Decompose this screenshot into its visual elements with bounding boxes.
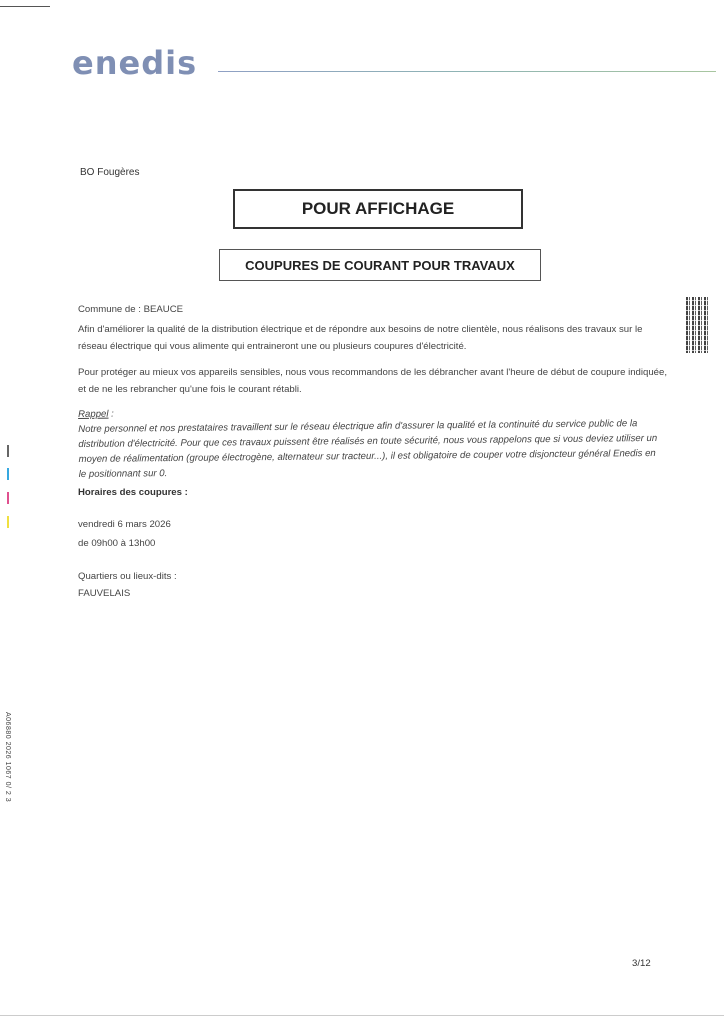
- notice-title: POUR AFFICHAGE: [301, 199, 455, 218]
- rappel-label: Rappel: [78, 408, 109, 420]
- commune: Commune de : BEAUCE: [78, 304, 184, 315]
- schedule-time: de 09h00 à 13h00: [78, 538, 156, 549]
- locations-label: Quartiers ou lieux-dits :: [78, 571, 177, 582]
- top-rule: [0, 6, 50, 7]
- print-mark-black: [7, 445, 9, 457]
- office-name: BO Fougères: [80, 167, 140, 178]
- intro-paragraph: Afin d'améliorer la qualité de la distribution électrique et de répondre aux besoins de notre clientèle, nous réalisons des travaux sur le réseau électrique qui vous alimente qui entraineront une ou plusieurs coupures d'électricité.: [78, 324, 643, 352]
- side-scan-code-text: A06880 2026 1067 0/ 2 3: [4, 712, 11, 803]
- print-mark-pink: [7, 492, 9, 504]
- rappel-text: Notre personnel et nos prestataires travaillent sur le réseau électrique afin d'assurer la qualité et la continuité du service public de la distribution d'électricité. Pour que ces travaux puissent être réalisés en toute sécurité, nous vous rappelons que si vous deviez utiliser un moyen de réalimentation (groupe électrogène, alternateur sur tracteur...), il est obligatoire de couper votre disjoncteur général Enedis en le positionnant sur 0.: [78, 418, 658, 480]
- bottom-rule: [0, 1015, 724, 1016]
- rappel-label-suffix: :: [108, 408, 114, 420]
- header-line: [218, 71, 716, 72]
- side-scan-code: [0, 712, 14, 832]
- enedis-logo: enedis: [72, 44, 198, 82]
- notice-subtitle: COUPURES DE COURANT POUR TRAVAUX: [245, 257, 515, 273]
- rappel-block: [78, 401, 664, 482]
- schedule-date: vendredi 6 mars 2026: [78, 519, 171, 530]
- notice-title-box: [233, 189, 523, 229]
- datamatrix-code-pattern: [686, 297, 708, 353]
- schedule-title: Horaires des coupures :: [78, 487, 188, 498]
- locations-value: FAUVELAIS: [78, 588, 131, 599]
- notice-subtitle-box: [219, 249, 541, 281]
- page-number: 3/12: [632, 958, 651, 969]
- print-mark-yellow: [7, 516, 9, 528]
- print-mark-blue: [7, 468, 9, 480]
- advice-paragraph: Pour protéger au mieux vos appareils sensibles, nous vous recommandons de les débrancher avant l'heure de début de coupure indiquée, et de ne les rebrancher qu'une fois le courant rétabli.: [78, 367, 668, 395]
